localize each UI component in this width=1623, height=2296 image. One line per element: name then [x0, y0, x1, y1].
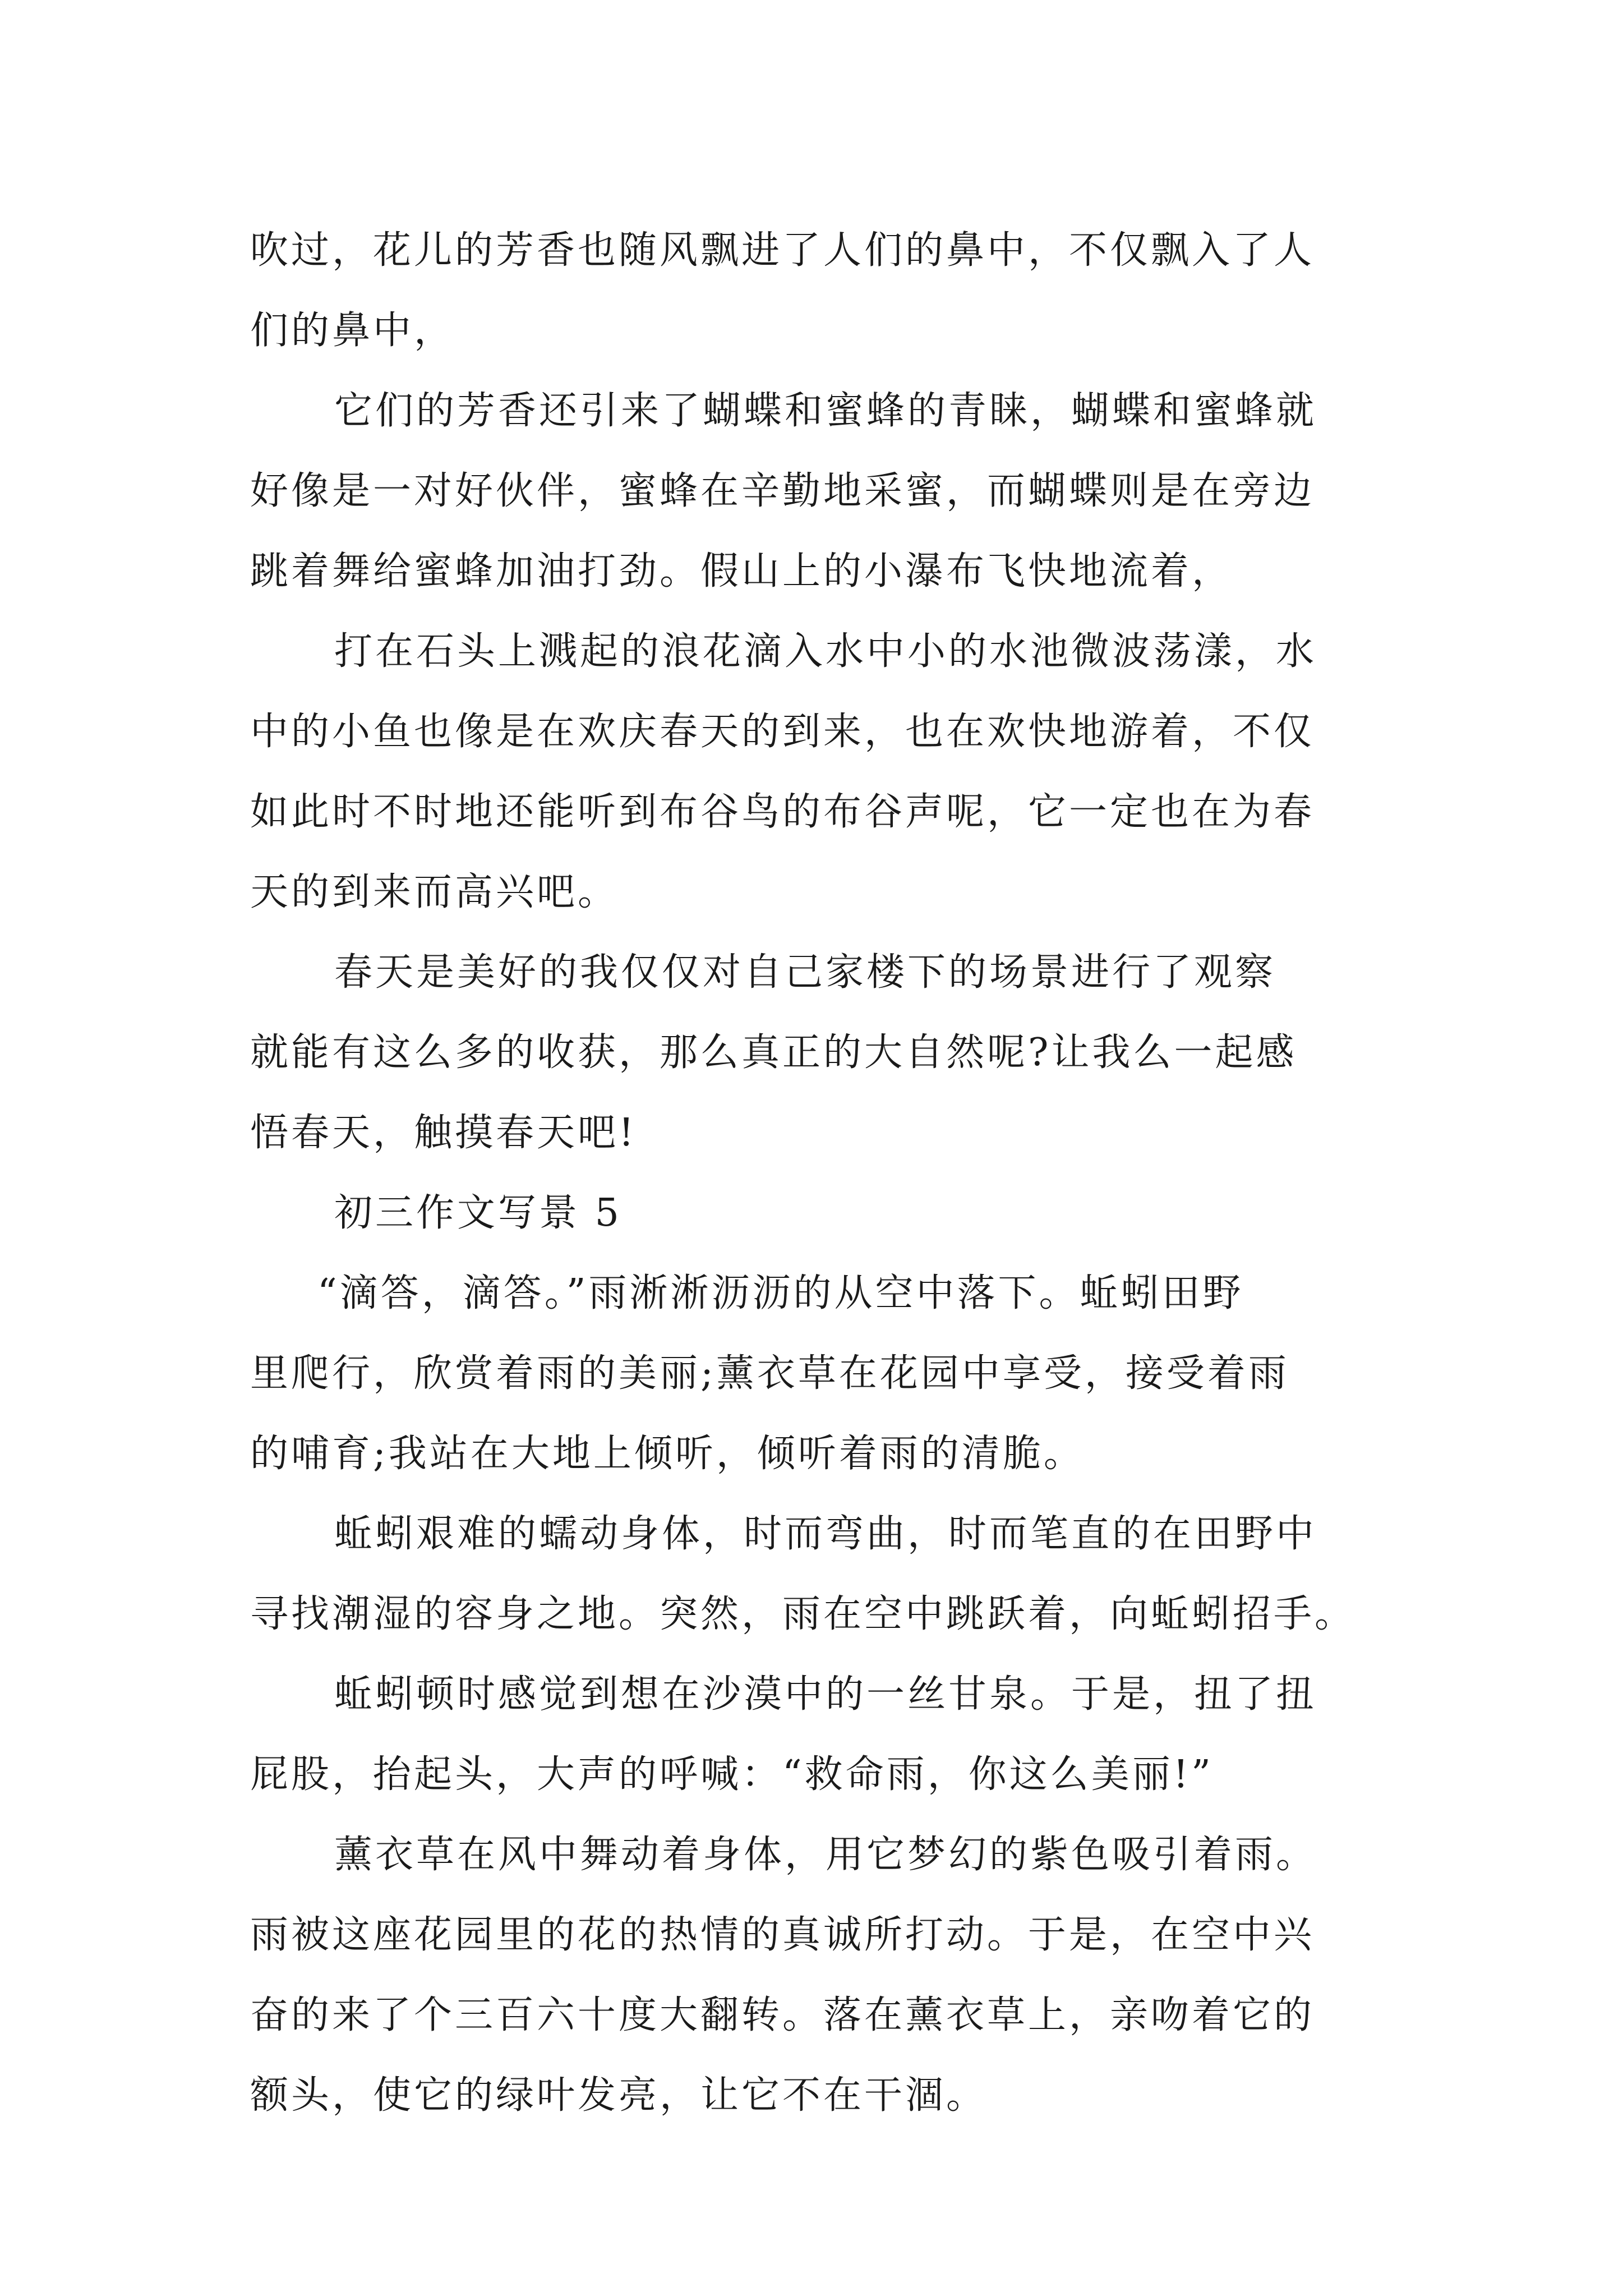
text-line-21: 薰衣草在风中舞动着身体，用它梦幻的紫色吸引着雨。	[334, 1833, 1317, 1877]
text-line-5: 跳着舞给蜜蜂加油打劲。假山上的小瀑布飞快地流着，	[250, 549, 1233, 593]
text-line-10: 春天是美好的我仅仅对自己家楼下的场景进行了观察	[334, 950, 1276, 995]
text-line-7: 中的小鱼也像是在欢庆春天的到来，也在欢快地游着，不仅	[250, 710, 1315, 754]
text-line-11: 就能有这么多的收获，那么真正的大自然呢?让我么一起感	[250, 1030, 1297, 1075]
text-line-22: 雨被这座花园里的花的热情的真诚所打动。于是，在空中兴	[250, 1913, 1315, 1957]
text-line-17: 蚯蚓艰难的蠕动身体，时而弯曲，时而笔直的在田野中	[334, 1512, 1317, 1556]
text-line-14: “滴答，滴答。”雨淅淅沥沥的从空中落下。蚯蚓田野	[317, 1271, 1244, 1315]
text-line-18: 寻找潮湿的容身之地。突然，雨在空中跳跃着，向蚯蚓招手。	[250, 1592, 1356, 1636]
text-line-23: 奋的来了个三百六十度大翻转。落在薰衣草上，亲吻着它的	[250, 1993, 1315, 2037]
text-line-19: 蚯蚓顿时感觉到想在沙漠中的一丝甘泉。于是，扭了扭	[334, 1672, 1317, 1717]
text-line-12: 悟春天，触摸春天吧!	[250, 1111, 637, 1155]
section-heading: 初三作文写景 5	[334, 1191, 622, 1235]
text-line-15: 里爬行，欣赏着雨的美丽;薰衣草在花园中享受，接受着雨	[250, 1351, 1289, 1396]
text-line-20: 屁股，抬起头，大声的呼喊：“救命雨，你这么美丽!”	[250, 1752, 1214, 1797]
text-line-8: 如此时不时地还能听到布谷鸟的布谷声呢，它一定也在为春	[250, 790, 1315, 834]
text-line-24: 额头，使它的绿叶发亮，让它不在干涸。	[250, 2073, 988, 2118]
text-line-16: 的哺育;我站在大地上倾听，倾听着雨的清脆。	[250, 1432, 1085, 1476]
text-line-1: 吹过，花儿的芳香也随风飘进了人们的鼻中，不仅飘入了人	[250, 228, 1315, 273]
text-line-6: 打在石头上溅起的浪花滴入水中小的水池微波荡漾，水	[334, 629, 1317, 674]
text-line-4: 好像是一对好伙伴，蜜蜂在辛勤地采蜜，而蝴蝶则是在旁边	[250, 469, 1315, 513]
text-line-3: 它们的芳香还引来了蝴蝶和蜜蜂的青睐，蝴蝶和蜜蜂就	[334, 389, 1317, 433]
document-body	[250, 210, 1389, 2136]
text-line-9: 天的到来而高兴吧。	[250, 870, 619, 914]
text-line-2: 们的鼻中，	[250, 309, 455, 353]
